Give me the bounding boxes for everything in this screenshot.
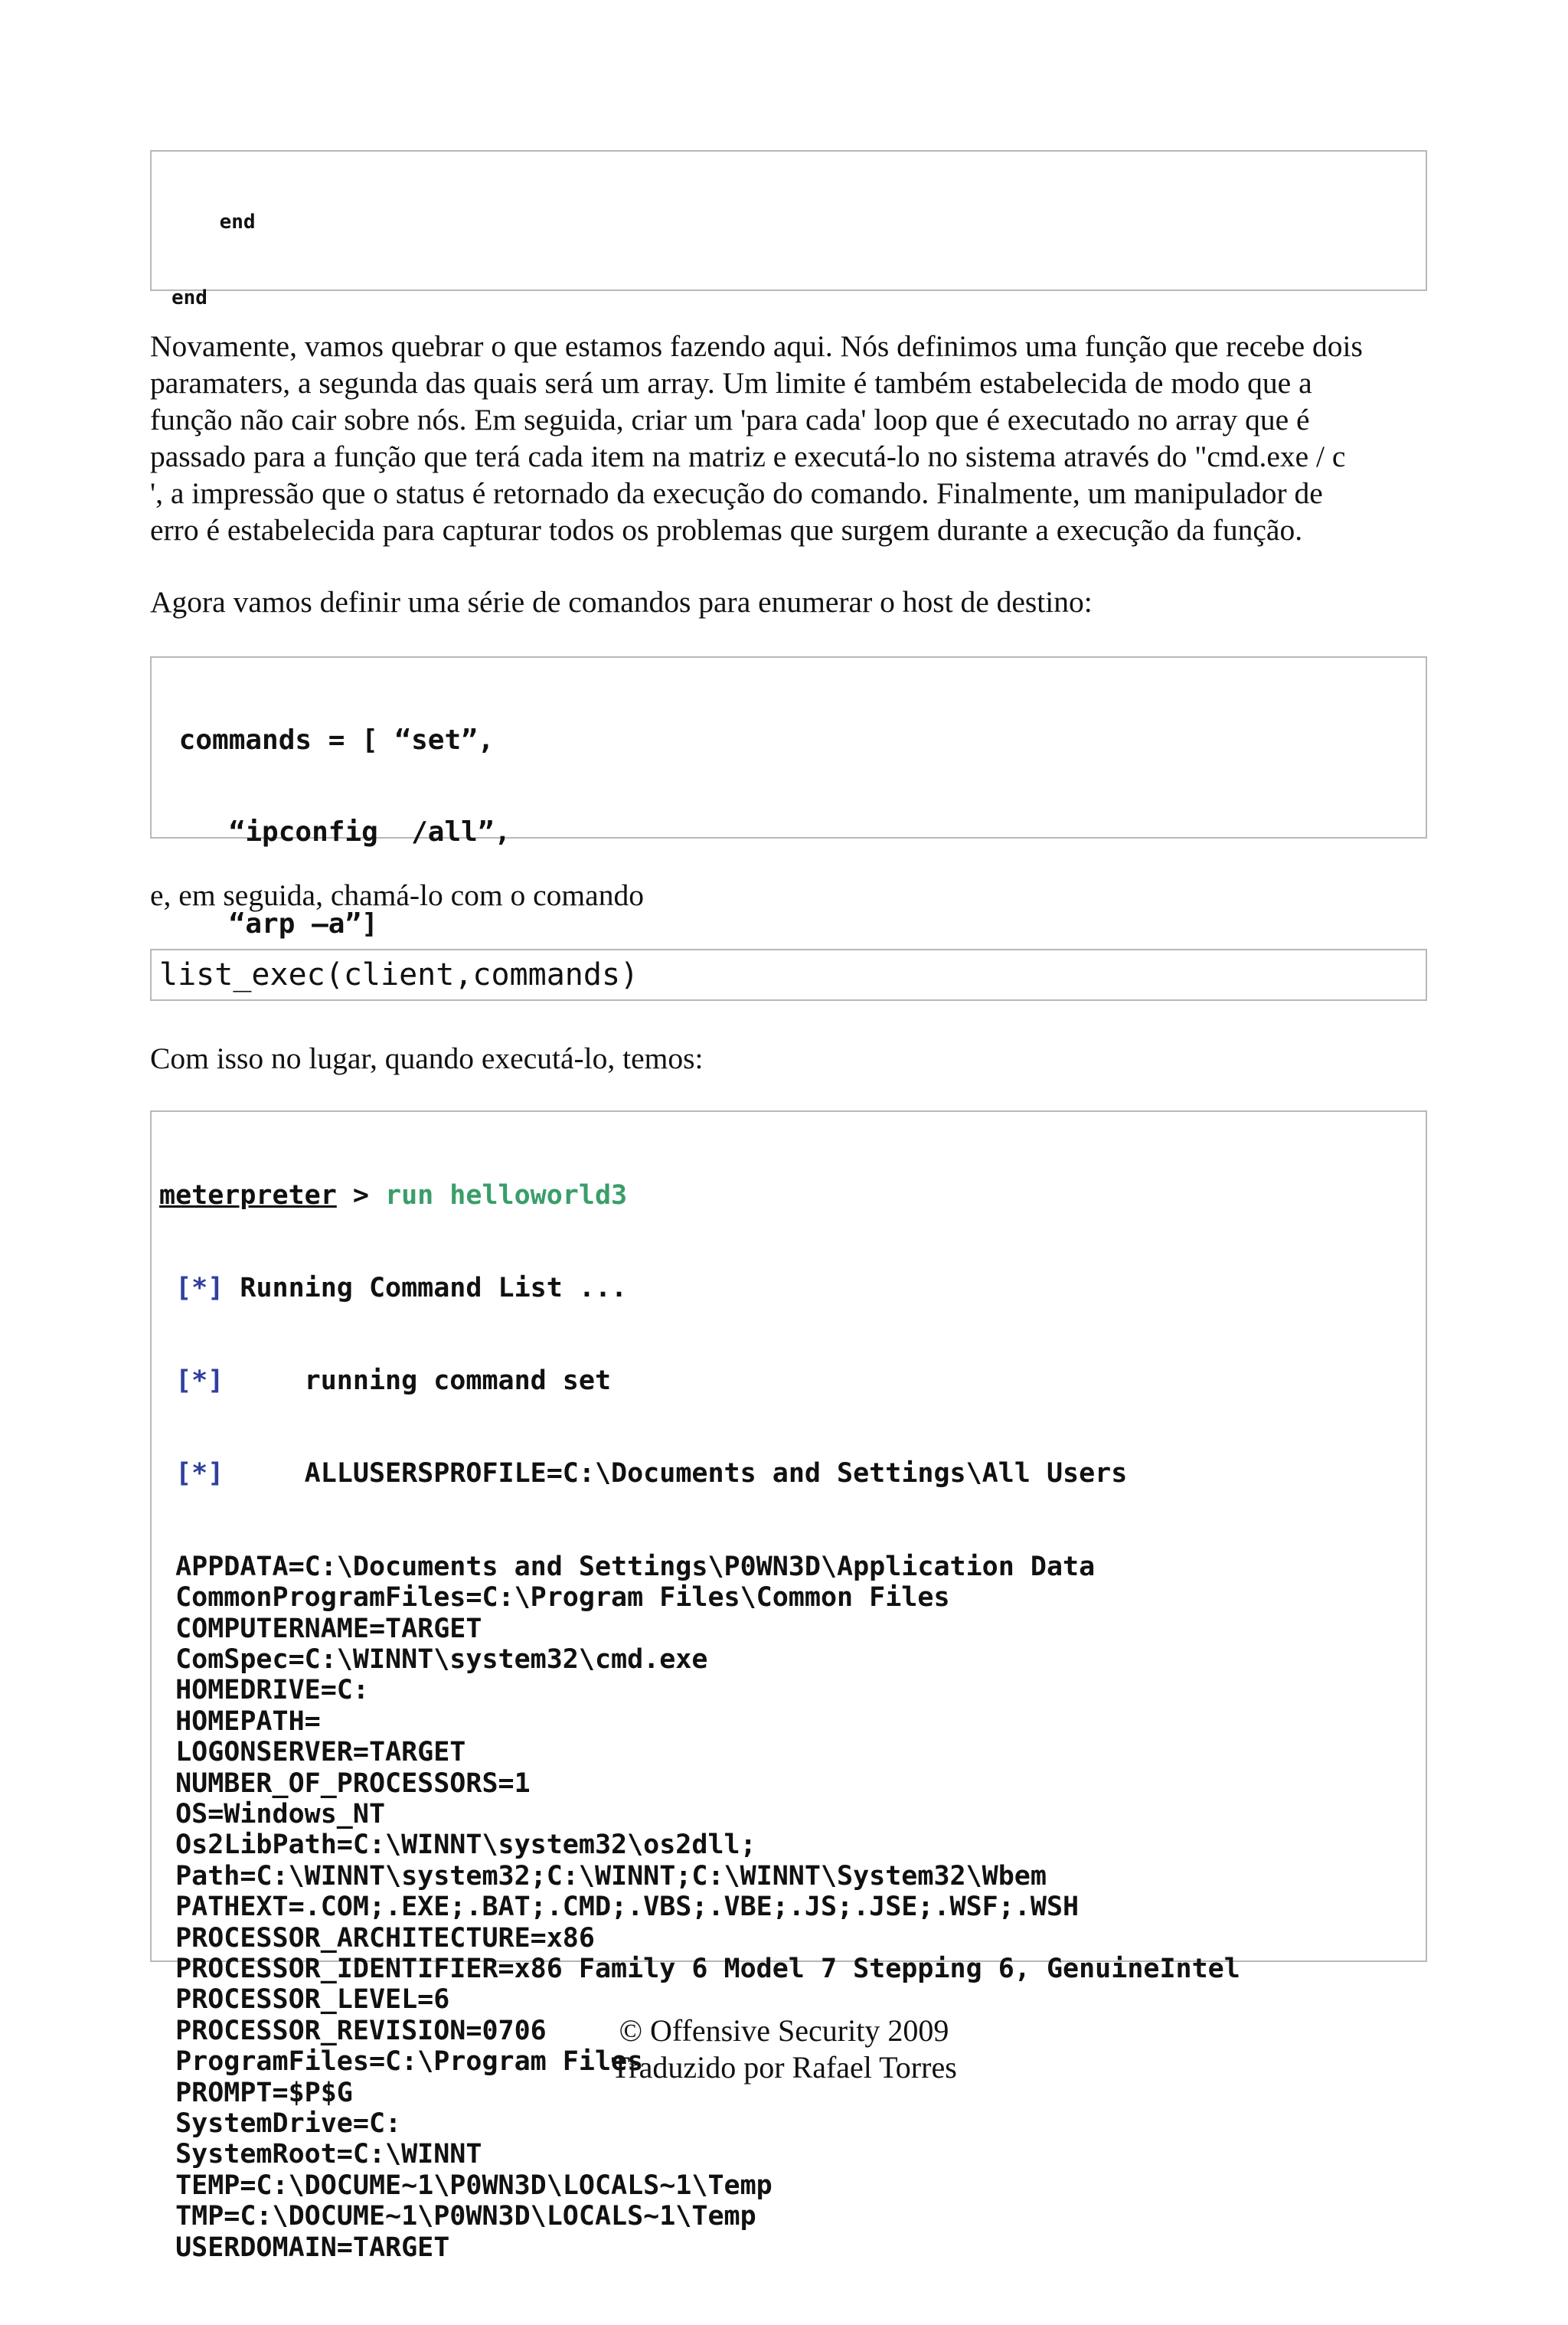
code-line: “arp –a”] [162, 908, 378, 940]
terminal-output-text: Path=C:\WINNT\system32;C:\WINNT;C:\WINNT\System32\Wbem [175, 1860, 1047, 1892]
terminal-output-text: NUMBER_OF_PROCESSORS=1 [175, 1767, 531, 1799]
terminal-output-text: ProgramFiles=C:\Program Files [175, 2046, 644, 2078]
terminal-output-text: HOMEDRIVE=C: [175, 1675, 369, 1706]
paragraph-line: função não cair sobre nós. Em seguida, criar um 'para cada' loop que é executado no array que é [150, 403, 1310, 437]
code-block-call [150, 949, 1427, 1001]
terminal-info-line [159, 1365, 1240, 1396]
paragraph-explanation [150, 328, 1436, 548]
footer-copyright: © Offensive Security 2009 [619, 2013, 949, 2048]
code-call-text: list_exec(client,commands) [159, 957, 639, 992]
terminal-output-line [159, 1644, 1240, 1675]
terminal-output-line [159, 2232, 1240, 2263]
prompt-separator: > [336, 1179, 386, 1211]
info-text: ALLUSERSPROFILE=C:\Documents and Settings\All Users [240, 1458, 1128, 1490]
terminal-output-text: APPDATA=C:\Documents and Settings\P0WN3D\Application Data [175, 1551, 1096, 1582]
terminal-output-text: TMP=C:\DOCUME~1\P0WN3D\LOCALS~1\Temp [175, 2201, 756, 2232]
paragraph-line: passado para a função que terá cada item na matriz e executá-lo no sistema através do "cmd.exe / c [150, 440, 1346, 473]
paragraph-result [150, 1040, 1436, 1077]
page-footer [0, 2013, 1568, 2086]
terminal-output-line [159, 1706, 1240, 1737]
paragraph-line: ', a impressão que o status é retornado da execução do comando. Finalmente, um manipulador de [150, 476, 1323, 510]
terminal-output-text: TEMP=C:\DOCUME~1\P0WN3D\LOCALS~1\Temp [175, 2170, 773, 2201]
terminal-output-line [159, 1861, 1240, 1892]
paragraph-line: erro é estabelecida para capturar todos os problemas que surgem durante a execução da função. [150, 513, 1303, 547]
terminal-output-text: CommonProgramFiles=C:\Program Files\Common Files [175, 1582, 950, 1614]
terminal-output-line [159, 1737, 1240, 1767]
code-line: commands = [ “set”, [162, 724, 495, 756]
prompt-label: meterpreter [159, 1179, 337, 1211]
terminal-output-line [159, 1954, 1240, 1984]
paragraph-line: Novamente, vamos quebrar o que estamos fazendo aqui. Nós definimos uma função que recebe dois [150, 329, 1363, 363]
terminal-output-text: Os2LibPath=C:\WINNT\system32\os2dll; [175, 1830, 756, 1861]
terminal-output-line [159, 1892, 1240, 1922]
paragraph-line: Com isso no lugar, quando executá-lo, temos: [150, 1042, 704, 1075]
terminal-output-line [159, 2170, 1240, 2201]
terminal-output-text: OS=Windows_NT [175, 1798, 386, 1830]
terminal-output-text: ComSpec=C:\WINNT\system32\cmd.exe [175, 1643, 708, 1675]
terminal-info-line [159, 1458, 1240, 1489]
terminal-output-text: PROCESSOR_LEVEL=6 [175, 1984, 450, 2016]
terminal-output-line [159, 2108, 1240, 2139]
command-text: run helloworld3 [385, 1179, 628, 1211]
terminal-output-line [159, 2139, 1240, 2170]
terminal-output-text: USERDOMAIN=TARGET [175, 2232, 450, 2263]
paragraph-intro-commands [150, 584, 1436, 620]
terminal-output-line [159, 1923, 1240, 1954]
terminal-output-line [159, 2201, 1240, 2232]
info-text: Running Command List ... [240, 1273, 628, 1304]
terminal-output-line [159, 1768, 1240, 1799]
terminal-prompt-line [159, 1180, 1240, 1211]
terminal-output-text: PATHEXT=.COM;.EXE;.BAT;.CMD;.VBS;.VBE;.JS;.JSE;.WSF;.WSH [175, 1892, 1080, 1923]
paragraph-line: paramaters, a segunda das quais será um array. Um limite é também estabelecida de modo que a [150, 366, 1312, 400]
terminal-info-line [159, 1273, 1240, 1303]
paragraph-line: Agora vamos definir uma série de comandos para enumerar o host de destino: [150, 585, 1093, 619]
terminal-output-line [159, 1984, 1240, 2015]
terminal-output-line [159, 1614, 1240, 1644]
code-block-end [150, 150, 1427, 309]
terminal-output-line [159, 1830, 1240, 1860]
terminal-output-lines [159, 1552, 1240, 2263]
info-marker: [*] [175, 1458, 224, 1490]
paragraph-line: e, em seguida, chamá-lo com o comando [150, 878, 644, 912]
terminal-output-text: PROCESSOR_ARCHITECTURE=x86 [175, 1922, 595, 1954]
code-line: end [172, 286, 207, 309]
terminal-output-text: HOMEPATH= [175, 1705, 321, 1737]
terminal-output-line [159, 1675, 1240, 1705]
terminal-output-line [159, 1552, 1240, 1582]
info-marker: [*] [175, 1365, 224, 1397]
terminal-output-text: SystemDrive=C: [175, 2108, 402, 2139]
terminal-output-line [159, 1799, 1240, 1830]
code-line: “ipconfig /all”, [162, 816, 511, 848]
code-line: end [172, 211, 256, 234]
terminal-output-text: PROMPT=$P$G [175, 2077, 353, 2108]
paragraph-call [150, 877, 1436, 914]
terminal-output-line [159, 1582, 1240, 1613]
footer-translator: Traduzido por Rafael Torres [611, 2050, 957, 2085]
terminal-output-text: COMPUTERNAME=TARGET [175, 1613, 482, 1644]
info-marker: [*] [175, 1273, 224, 1304]
terminal-content [159, 1118, 1240, 2325]
terminal-output-text: PROCESSOR_REVISION=0706 [175, 2015, 547, 2046]
info-text: running command set [240, 1365, 612, 1397]
terminal-output-text: LOGONSERVER=TARGET [175, 1737, 466, 1768]
terminal-output-text: SystemRoot=C:\WINNT [175, 2139, 482, 2170]
terminal-output-text: PROCESSOR_IDENTIFIER=x86 Family 6 Model 7 Stepping 6, GenuineIntel [175, 1953, 1240, 1984]
